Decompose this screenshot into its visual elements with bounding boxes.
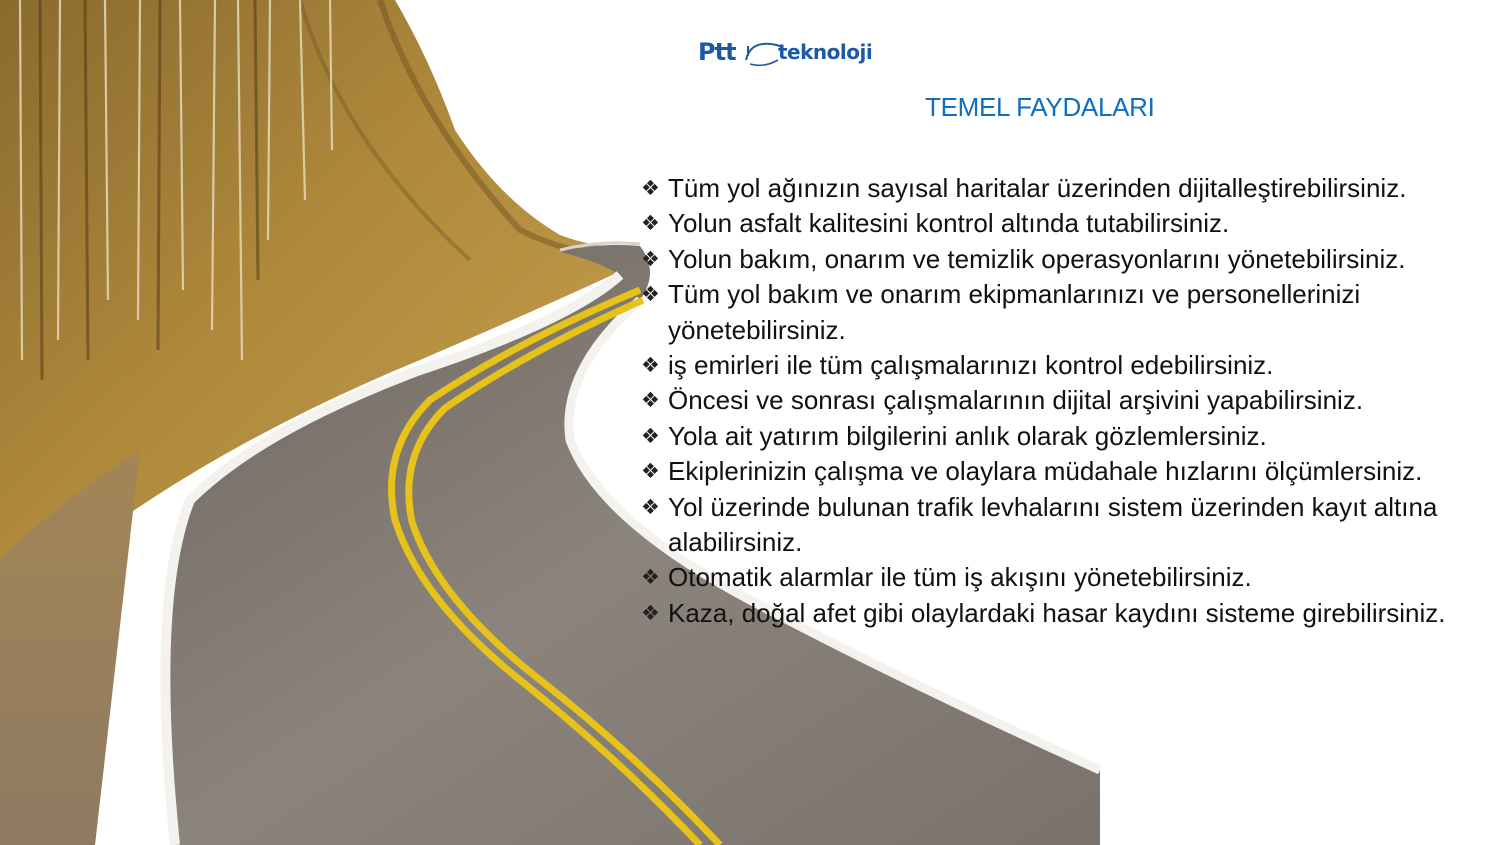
list-item — [641, 171, 1501, 206]
list-item — [641, 277, 1501, 348]
list-item-text: Tüm yol bakım ve onarım ekipmanlarınızı ve personellerinizi yönetebilirsiniz. — [668, 279, 1361, 345]
list-item — [641, 242, 1501, 277]
list-item-text: Otomatik alarmlar ile tüm iş akışını yönetebilirsiniz. — [668, 562, 1252, 593]
list-item — [641, 560, 1501, 595]
diamond-star-icon: ❖ — [641, 211, 660, 236]
benefits-list — [641, 171, 1501, 631]
diamond-star-icon: ❖ — [641, 423, 660, 448]
list-item-text: Öncesi ve sonrası çalışmalarının dijital arşivini yapabilirsiniz. — [668, 385, 1364, 416]
list-item-text: Yolun bakım, onarım ve temizlik operasyonlarını yönetebilirsiniz. — [668, 243, 1406, 274]
list-item — [641, 206, 1501, 241]
diamond-star-icon: ❖ — [641, 459, 660, 484]
list-item — [641, 383, 1501, 418]
list-item — [641, 490, 1501, 561]
logo-product-text: teknoloji — [778, 40, 873, 64]
list-item — [641, 596, 1501, 631]
list-item-text: Tüm yol ağınızın sayısal haritalar üzerinden dijitalleştirebilirsiniz. — [668, 173, 1407, 203]
list-item-text: Yolun asfalt kalitesini kontrol altında tutabilirsiniz. — [668, 208, 1230, 239]
list-item-text: Yola ait yatırım bilgilerini anlık olarak gözlemlersiniz. — [668, 420, 1267, 451]
list-item-text: Kaza, doğal afet gibi olaylardaki hasar kaydını sisteme girebilirsiniz. — [668, 597, 1446, 628]
diamond-star-icon: ❖ — [641, 600, 660, 625]
ptt-teknoloji-logo — [698, 34, 888, 74]
slide-title: TEMEL FAYDALARI — [925, 92, 1155, 122]
diamond-star-icon: ❖ — [641, 282, 660, 307]
diamond-star-icon: ❖ — [641, 388, 660, 413]
list-item — [641, 454, 1501, 489]
diamond-star-icon: ❖ — [641, 353, 660, 378]
diamond-star-icon: ❖ — [641, 176, 660, 200]
logo-brand-text: Ptt — [698, 38, 736, 66]
diamond-star-icon: ❖ — [641, 246, 660, 271]
list-item — [641, 348, 1501, 383]
diamond-star-icon: ❖ — [641, 494, 660, 519]
list-item — [641, 419, 1501, 454]
list-item-text: Yol üzerinde bulunan trafik levhalarını sistem üzerinden kayıt altına alabilirsiniz. — [668, 491, 1438, 558]
list-item-text: Ekiplerinizin çalışma ve olaylara müdahale hızlarını ölçümlersiniz. — [668, 456, 1423, 487]
list-item-text: iş emirleri ile tüm çalışmalarınızı kontrol edebilirsiniz. — [668, 350, 1274, 381]
diamond-star-icon: ❖ — [641, 565, 660, 590]
